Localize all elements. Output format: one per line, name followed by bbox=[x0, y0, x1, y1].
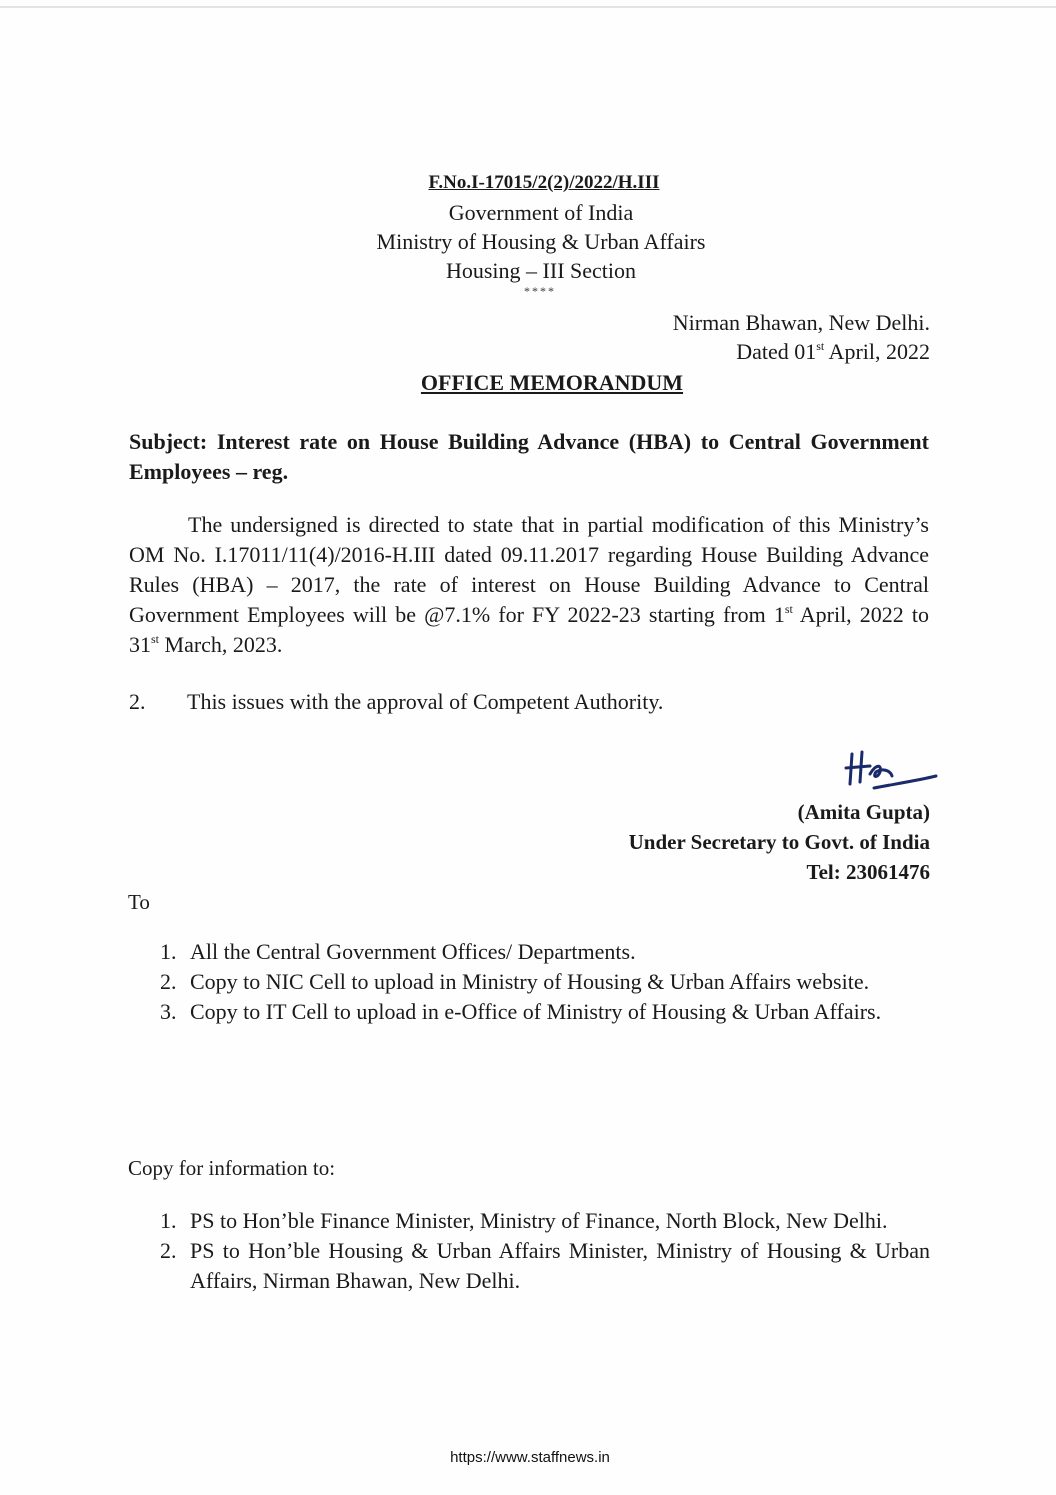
copy-info-label: Copy for information to: bbox=[128, 1156, 336, 1180]
list-item-number: 1. bbox=[160, 1208, 177, 1233]
copy-recipient-list bbox=[160, 1206, 930, 1296]
memo-title: OFFICE MEMORANDUM bbox=[420, 370, 684, 395]
body-paragraph-1 bbox=[129, 510, 929, 660]
date-line bbox=[736, 339, 930, 365]
file-number: F.No.I-17015/2(2)/2022/H.III bbox=[428, 172, 660, 193]
body-paragraph-2 bbox=[129, 687, 929, 717]
signatory-telephone: Tel: 23061476 bbox=[806, 860, 930, 884]
date-prefix: Dated 01 bbox=[736, 339, 817, 364]
list-item-number: 1. bbox=[160, 939, 177, 964]
para1-sup-b: st bbox=[151, 632, 160, 646]
signatory-designation: Under Secretary to Govt. of India bbox=[628, 830, 930, 854]
list-item bbox=[160, 937, 930, 967]
to-label: To bbox=[128, 890, 150, 914]
list-item-number: 2. bbox=[160, 969, 177, 994]
scan-edge-line bbox=[0, 6, 1056, 8]
list-item-text: Copy to NIC Cell to upload in Ministry of Housing & Urban Affairs website. bbox=[190, 969, 870, 994]
list-item bbox=[160, 967, 930, 997]
handwritten-signature bbox=[840, 742, 940, 802]
para1-sup-a: st bbox=[784, 602, 793, 616]
date-superscript: st bbox=[816, 339, 825, 353]
list-item-number: 2. bbox=[160, 1238, 177, 1263]
list-item bbox=[160, 1236, 930, 1296]
para1-text-c: March, 2023. bbox=[159, 632, 283, 657]
signatory-name: (Amita Gupta) bbox=[797, 800, 930, 824]
list-item bbox=[160, 997, 930, 1027]
list-item bbox=[160, 1206, 930, 1236]
list-item-number: 3. bbox=[160, 999, 177, 1024]
date-suffix: April, 2022 bbox=[824, 339, 930, 364]
government-heading: Government of India bbox=[448, 200, 634, 225]
list-item-text: PS to Hon’ble Housing & Urban Affairs Minister, Ministry of Housing & Urban Affairs, Nirman Bhawan, New Delhi. bbox=[190, 1238, 930, 1293]
list-item-text: Copy to IT Cell to upload in e-Office of Ministry of Housing & Urban Affairs. bbox=[190, 999, 882, 1024]
section-heading: Housing – III Section bbox=[445, 258, 637, 283]
footer-url: https://www.staffnews.in bbox=[450, 1449, 610, 1466]
separator-stars: **** bbox=[524, 284, 556, 298]
ministry-heading: Ministry of Housing & Urban Affairs bbox=[376, 229, 706, 254]
para2-number: 2. bbox=[129, 689, 146, 714]
para2-text: This issues with the approval of Competent Authority. bbox=[187, 689, 664, 714]
recipient-list bbox=[160, 937, 930, 1027]
subject-line: Subject: Interest rate on House Building Advance (HBA) to Central Government Employees – reg. bbox=[129, 429, 929, 484]
list-item-text: PS to Hon’ble Finance Minister, Ministry of Finance, North Block, New Delhi. bbox=[190, 1208, 888, 1233]
para1-text-b: April, 2022 to 31 bbox=[129, 602, 929, 657]
para1-text-a: The undersigned is directed to state that in partial modification of this Ministry’s OM No. I.17011/11(4)/2016-H.III dated 09.11.2017 regarding House Building Advance Rules (HBA) – 2017, the rate of interest on House Building Advance to Central Government Employees will be @7.1% for FY 2022-23 starting from 1 bbox=[129, 512, 929, 627]
place-line: Nirman Bhawan, New Delhi. bbox=[672, 310, 930, 335]
list-item-text: All the Central Government Offices/ Departments. bbox=[190, 939, 636, 964]
